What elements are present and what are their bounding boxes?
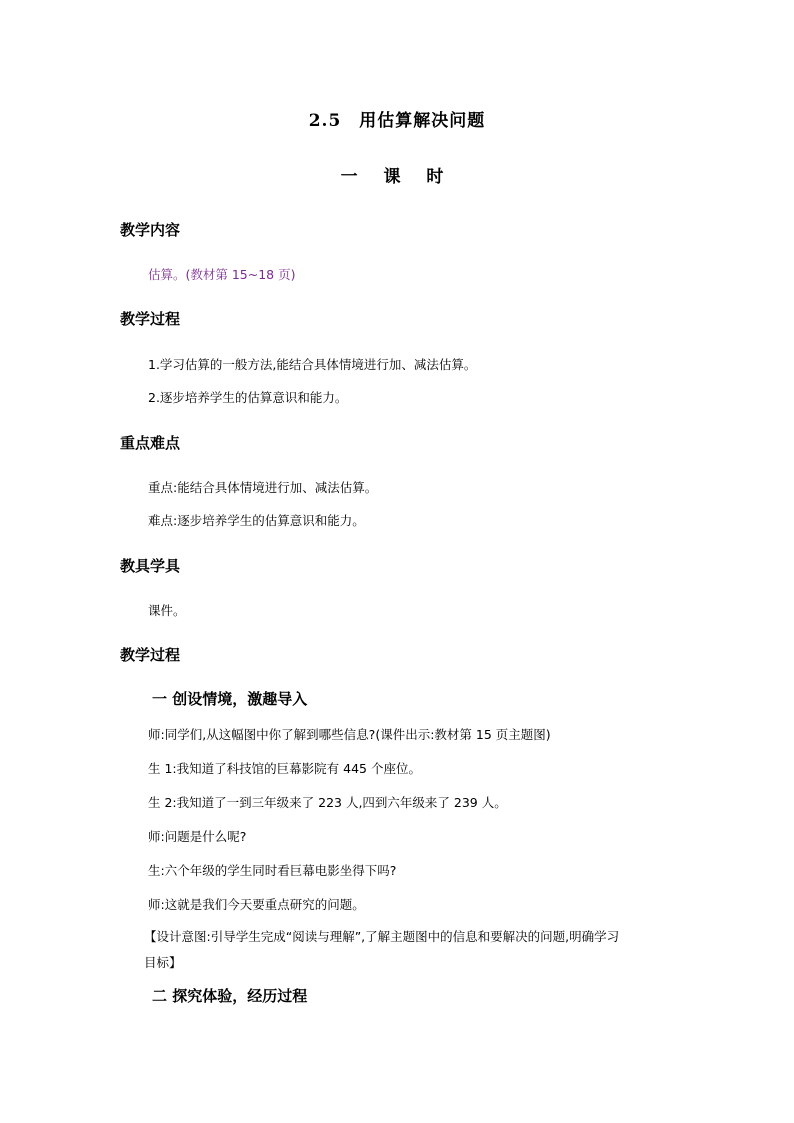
process-item-2: 2.逐步培养学生的估算意识和能力。 — [148, 390, 348, 405]
dialogue-line: 师:这就是我们今天要重点研究的问题。 — [148, 897, 365, 912]
heading-tools: 教具学具 — [120, 557, 181, 575]
lesson-subtitle: 一 课 时 — [340, 167, 454, 187]
dialogue-line: 师:问题是什么呢? — [148, 829, 247, 844]
key-point: 重点:能结合具体情境进行加、减法估算。 — [148, 480, 378, 495]
dialogue-line: 生 2:我知道了一到三年级来了 223 人,四到六年级来了 239 人。 — [148, 795, 507, 810]
part2-heading: 二 探究体验，经历过程 — [152, 987, 308, 1005]
process-item-1: 1.学习估算的一般方法,能结合具体情境进行加、减法估算。 — [148, 357, 477, 372]
content-text: 估算。(教材第 15~18 页) — [148, 267, 296, 282]
tools-text: 课件。 — [148, 603, 186, 618]
heading-process-2: 教学过程 — [120, 646, 181, 664]
dialogue-line: 师:同学们,从这幅图中你了解到哪些信息?(课件出示:教材第 15 页主题图) — [148, 727, 551, 742]
heading-key-points: 重点难点 — [120, 434, 181, 452]
page-title — [0, 106, 794, 131]
heading-content: 教学内容 — [120, 221, 181, 239]
part1-heading: 一 创设情境，激趣导入 — [152, 690, 308, 708]
dialogue-line: 生 1:我知道了科技馆的巨幕影院有 445 个座位。 — [148, 761, 421, 776]
dialogue-line: 生:六个年级的学生同时看巨幕电影坐得下吗? — [148, 863, 397, 878]
section-number: 2.5 — [308, 111, 342, 131]
heading-process: 教学过程 — [120, 310, 181, 328]
title-text: 用估算解决问题 — [359, 111, 486, 131]
difficult-point: 难点:逐步培养学生的估算意识和能力。 — [148, 513, 365, 528]
design-intent-note: 【设计意图:引导学生完成“阅读与理解”,了解主题图中的信息和要解决的问题,明确学习目标】 — [144, 929, 620, 970]
